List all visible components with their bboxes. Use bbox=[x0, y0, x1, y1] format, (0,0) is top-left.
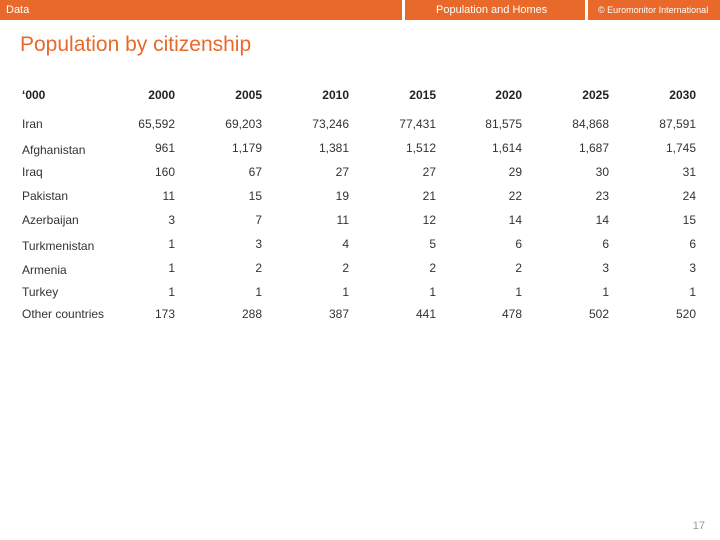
page-title: Population by citizenship bbox=[20, 33, 252, 56]
row-label: Afghanistan bbox=[22, 143, 86, 157]
table-cell: 1 bbox=[168, 237, 175, 251]
table-cell: 14 bbox=[595, 213, 609, 227]
row-label: Iraq bbox=[22, 165, 43, 179]
table-cell: 1 bbox=[168, 261, 175, 275]
table-cell: 73,246 bbox=[312, 117, 349, 131]
column-header: 2005 bbox=[235, 88, 262, 102]
table-cell: 65,592 bbox=[138, 117, 175, 131]
table-cell: 23 bbox=[595, 189, 609, 203]
table-cell: 1 bbox=[255, 285, 262, 299]
data-label: Data bbox=[6, 4, 30, 16]
table-cell: 77,431 bbox=[399, 117, 436, 131]
table-cell: 173 bbox=[154, 307, 175, 321]
table-cell: 1,179 bbox=[231, 141, 262, 155]
unit-label: ‘000 bbox=[22, 88, 46, 102]
table-cell: 2 bbox=[342, 261, 349, 275]
table-cell: 2 bbox=[515, 261, 522, 275]
table-cell: 478 bbox=[501, 307, 522, 321]
table-cell: 3 bbox=[689, 261, 696, 275]
table-cell: 67 bbox=[248, 165, 262, 179]
table-cell: 961 bbox=[154, 141, 175, 155]
table-cell: 29 bbox=[508, 165, 522, 179]
column-header: 2000 bbox=[148, 88, 175, 102]
table-cell: 14 bbox=[508, 213, 522, 227]
table-cell: 502 bbox=[588, 307, 609, 321]
table-cell: 160 bbox=[154, 165, 175, 179]
column-header: 2015 bbox=[409, 88, 436, 102]
table-cell: 288 bbox=[241, 307, 262, 321]
table-cell: 1 bbox=[515, 285, 522, 299]
table-cell: 2 bbox=[255, 261, 262, 275]
table-cell: 3 bbox=[255, 237, 262, 251]
table-cell: 11 bbox=[162, 189, 175, 203]
table-cell: 22 bbox=[508, 189, 522, 203]
table-cell: 27 bbox=[422, 165, 436, 179]
copyright-label: © Euromonitor International bbox=[598, 5, 709, 15]
table-cell: 15 bbox=[248, 189, 262, 203]
table-cell: 387 bbox=[328, 307, 349, 321]
row-label: Azerbaijan bbox=[22, 213, 79, 227]
table-cell: 19 bbox=[335, 189, 349, 203]
row-label: Iran bbox=[22, 117, 43, 131]
table-cell: 1 bbox=[342, 285, 349, 299]
row-label: Turkmenistan bbox=[22, 239, 95, 253]
table-cell: 1 bbox=[429, 285, 436, 299]
row-label: Turkey bbox=[22, 285, 59, 299]
table-cell: 3 bbox=[168, 213, 175, 227]
table-cell: 1,687 bbox=[578, 141, 609, 155]
table-cell: 6 bbox=[689, 237, 696, 251]
table-cell: 1,614 bbox=[491, 141, 522, 155]
table-cell: 4 bbox=[342, 237, 349, 251]
table-cell: 69,203 bbox=[225, 117, 262, 131]
section-label: Population and Homes bbox=[436, 4, 548, 16]
table-cell: 87,591 bbox=[659, 117, 696, 131]
row-label: Armenia bbox=[22, 263, 67, 277]
table-cell: 12 bbox=[422, 213, 436, 227]
row-label: Pakistan bbox=[22, 189, 69, 203]
table-cell: 6 bbox=[515, 237, 522, 251]
page-number: 17 bbox=[692, 520, 705, 532]
table-cell: 81,575 bbox=[485, 117, 522, 131]
table-cell: 7 bbox=[255, 213, 262, 227]
table-cell: 11 bbox=[336, 213, 349, 227]
table-cell: 1 bbox=[168, 285, 175, 299]
table-cell: 24 bbox=[682, 189, 696, 203]
table-cell: 5 bbox=[429, 237, 436, 251]
table-cell: 15 bbox=[682, 213, 696, 227]
table-cell: 1,381 bbox=[318, 141, 349, 155]
column-header: 2010 bbox=[322, 88, 349, 102]
table-cell: 3 bbox=[602, 261, 609, 275]
table-cell: 1,745 bbox=[665, 141, 696, 155]
table-cell: 27 bbox=[335, 165, 349, 179]
column-header: 2030 bbox=[669, 88, 696, 102]
table-cell: 2 bbox=[429, 261, 436, 275]
table-cell: 6 bbox=[602, 237, 609, 251]
column-header: 2020 bbox=[495, 88, 522, 102]
table-cell: 1,512 bbox=[405, 141, 436, 155]
row-label: Other countries bbox=[22, 307, 105, 321]
column-header: 2025 bbox=[582, 88, 609, 102]
table-cell: 21 bbox=[422, 189, 436, 203]
table-cell: 31 bbox=[682, 165, 696, 179]
table-cell: 1 bbox=[689, 285, 696, 299]
table-cell: 520 bbox=[675, 307, 696, 321]
table-cell: 30 bbox=[595, 165, 609, 179]
table-cell: 441 bbox=[415, 307, 436, 321]
table-cell: 84,868 bbox=[572, 117, 609, 131]
table-cell: 1 bbox=[602, 285, 609, 299]
